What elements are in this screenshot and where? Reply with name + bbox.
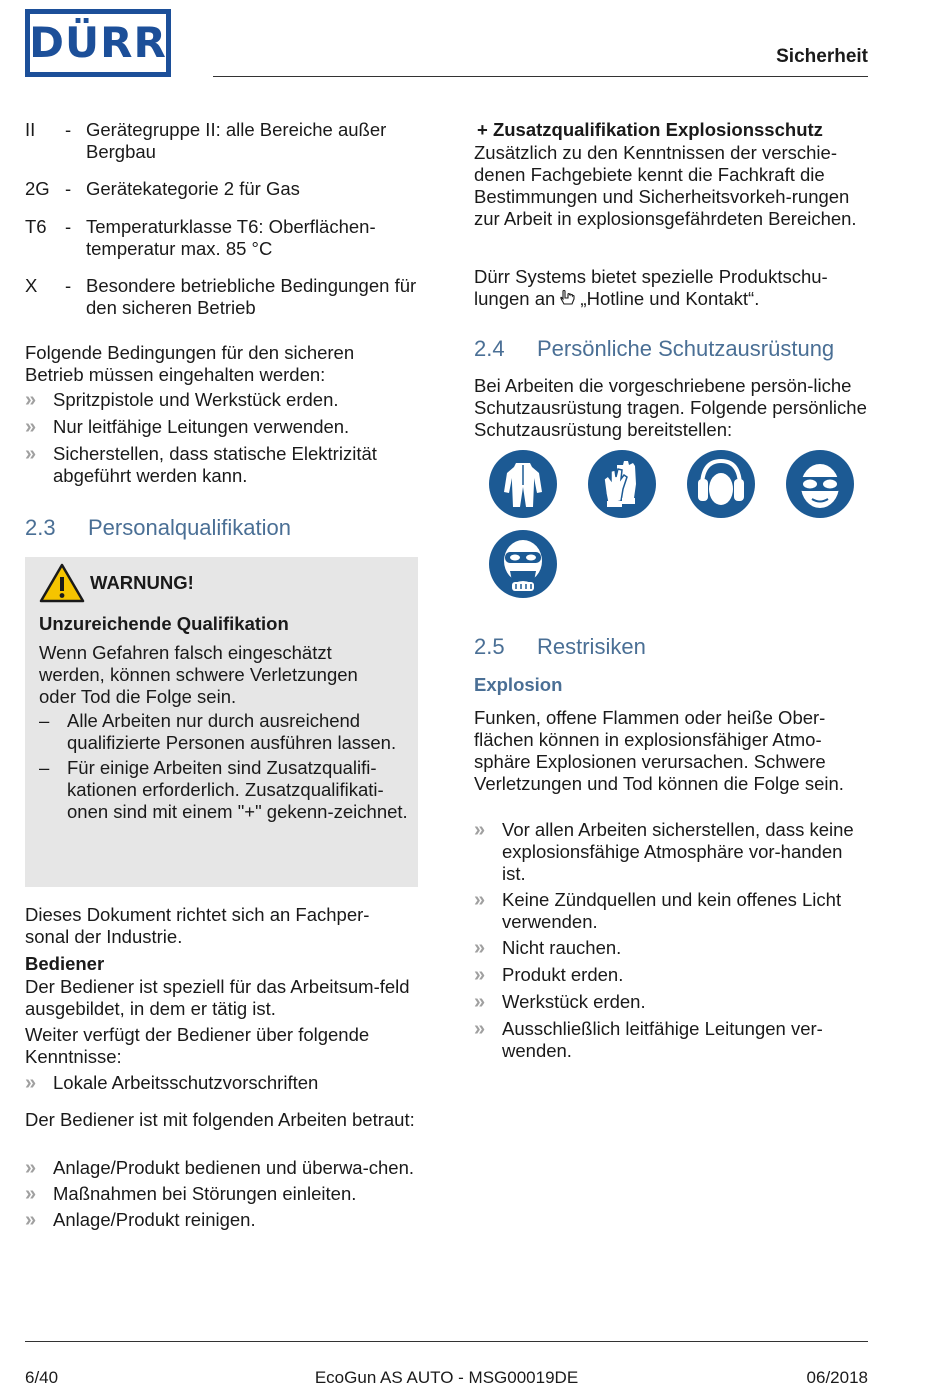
warning-triangle-icon	[39, 563, 85, 608]
bullet-marker: »	[474, 889, 486, 911]
warning-measures	[39, 710, 411, 823]
section-heading-2-4	[474, 336, 834, 362]
extra-qualification-heading: + Zusatzqualifikation Explosionsschutz	[477, 119, 823, 140]
section-heading-2-5	[474, 634, 646, 660]
warning-text: Wenn Gefahren falsch eingeschätzt werden, können schwere Verletzungen oder Tod die Folge sein.	[39, 642, 358, 707]
bullet-marker: »	[25, 1157, 37, 1179]
bullet-marker: »	[25, 443, 37, 465]
explosion-text: Funken, offene Flammen oder heiße Ober-flächen können in explosionsfähiger Atmo-sphäre Explosionen verursachen. Schwere Verletzungen und Tod können die Folge sein.	[474, 707, 844, 794]
section-title: Restrisiken	[537, 634, 646, 659]
bullet-marker: »	[25, 389, 37, 411]
definition-row	[25, 216, 420, 260]
definition-key: X	[25, 275, 38, 296]
list-item-text: Alle Arbeiten nur durch ausreichend qualifizierte Personen ausführen lassen.	[67, 710, 397, 753]
list-item	[25, 1072, 420, 1094]
definition-text: Gerätegruppe II: alle Bereiche außer Bergbau	[86, 119, 387, 162]
bullet-marker: »	[25, 416, 37, 438]
section-heading-2-3	[25, 515, 291, 541]
knowledge-list	[25, 1072, 420, 1094]
protective-clothing-icon	[488, 449, 558, 519]
definition-row	[25, 119, 420, 163]
definition-dash: -	[65, 119, 72, 140]
warning-label: WARNUNG!	[90, 572, 194, 593]
list-item	[25, 1209, 420, 1231]
bullet-marker: »	[474, 991, 486, 1013]
tasks-intro: Der Bediener ist mit folgenden Arbeiten betraut:	[25, 1109, 415, 1130]
definition-row	[25, 178, 420, 200]
list-item-text: Spritzpistole und Werkstück erden.	[53, 389, 339, 410]
document-id: EcoGun AS AUTO - MSG00019DE	[314, 1368, 579, 1387]
list-item	[474, 991, 868, 1013]
bullet-marker: »	[25, 1183, 37, 1205]
section-number: 2.4	[474, 336, 505, 361]
definition-dash: -	[65, 275, 72, 296]
list-item	[25, 1183, 420, 1205]
section-number: 2.5	[474, 634, 505, 659]
operator-heading: Bediener	[25, 953, 105, 974]
list-item-text: Lokale Arbeitsschutzvorschriften	[53, 1072, 319, 1093]
ear-protection-icon	[686, 449, 756, 519]
definition-row	[25, 275, 420, 319]
definition-dash: -	[65, 216, 72, 237]
list-item	[474, 819, 868, 885]
warning-heading: Unzureichende Qualifikation	[39, 613, 289, 634]
document-date: 06/2018	[806, 1368, 868, 1387]
bullet-marker: »	[25, 1072, 37, 1094]
bullet-marker: »	[474, 937, 486, 959]
operator-text: Der Bediener ist speziell für das Arbeitsum-feld ausgebildet, in dem er tätig ist.	[25, 976, 410, 1019]
list-item	[25, 1157, 420, 1179]
logo-text: DÜRR	[29, 18, 167, 67]
cross-reference-hand-icon	[560, 289, 576, 307]
list-item	[39, 757, 411, 823]
safety-goggles-icon	[785, 449, 855, 519]
bullet-marker: »	[25, 1209, 37, 1231]
training-text-body: Dürr Systems bietet spezielle Produktschu-lungen an	[474, 266, 828, 309]
definition-text: Temperaturklasse T6: Oberflächen-temperatur max. 85 °C	[86, 216, 376, 259]
definition-key: T6	[25, 216, 47, 237]
list-item-text: Werkstück erden.	[502, 991, 646, 1012]
conditions-list	[25, 389, 420, 487]
list-item	[474, 964, 868, 986]
definition-key: II	[25, 119, 36, 140]
explosion-heading: Explosion	[474, 674, 563, 695]
definition-key: 2G	[25, 178, 50, 199]
section-title: Personalqualifikation	[88, 515, 292, 540]
tasks-list	[25, 1157, 420, 1231]
dash-marker: –	[39, 710, 50, 731]
definition-text: Gerätekategorie 2 für Gas	[86, 178, 300, 199]
section-number: 2.3	[25, 515, 56, 540]
respirator-icon	[488, 529, 558, 599]
footer-divider	[25, 1341, 868, 1342]
conditions-intro: Folgende Bedingungen für den sicheren Betrieb müssen eingehalten werden:	[25, 342, 355, 385]
extra-qualification-text: Zusätzlich zu den Kenntnissen der verschie-denen Fachgebiete kennt die Fachkraft die Bestimmungen und Sicherheitsvorkeh-rungen zur Arbeit in explosionsgefährdeten Bereichen.	[474, 142, 857, 229]
list-item-text: Sicherstellen, dass statische Elektrizität abgeführt werden kann.	[53, 443, 377, 486]
dash-marker: –	[39, 757, 50, 778]
marking-definitions	[25, 119, 420, 319]
page-section-title: Sicherheit	[776, 46, 868, 67]
bullet-marker: »	[474, 964, 486, 986]
explosion-measures	[474, 819, 868, 1062]
list-item	[474, 1018, 868, 1062]
bullet-marker: »	[474, 1018, 486, 1040]
list-item-text: Für einige Arbeiten sind Zusatzqualifi-kationen erforderlich. Zusatzqualifikati-onen sind mit einem "+" gekenn-zeichnet.	[67, 757, 408, 822]
list-item	[25, 416, 420, 438]
list-item	[474, 889, 868, 933]
hotline-contact-link[interactable]: „Hotline und Kontakt“.	[580, 288, 760, 309]
list-item-text: Ausschließlich leitfähige Leitungen ver-wenden.	[502, 1018, 823, 1061]
definition-dash: -	[65, 178, 72, 199]
list-item-text: Keine Zündquellen und kein offenes Licht verwenden.	[502, 889, 842, 932]
header-divider	[213, 76, 868, 77]
list-item	[474, 937, 868, 959]
warning-box	[25, 557, 418, 887]
list-item	[25, 443, 420, 487]
list-item-text: Vor allen Arbeiten sicherstellen, dass keine explosionsfähige Atmosphäre vor-handen ist.	[502, 819, 854, 884]
ppe-text: Bei Arbeiten die vorgeschriebene persön-liche Schutzausrüstung tragen. Folgende persönliche Schutzausrüstung bereitstellen:	[474, 375, 867, 440]
list-item-text: Anlage/Produkt bedienen und überwa-chen.	[53, 1157, 415, 1178]
training-text	[474, 266, 868, 310]
page-number: 6/40	[25, 1368, 59, 1387]
audience-text: Dieses Dokument richtet sich an Fachper-sonal der Industrie.	[25, 904, 370, 947]
list-item-text: Nur leitfähige Leitungen verwenden.	[53, 416, 350, 437]
knowledge-intro: Weiter verfügt der Bediener über folgende Kenntnisse:	[25, 1024, 370, 1067]
list-item-text: Maßnahmen bei Störungen einleiten.	[53, 1183, 357, 1204]
list-item-text: Anlage/Produkt reinigen.	[53, 1209, 256, 1230]
list-item-text: Nicht rauchen.	[502, 937, 622, 958]
section-title: Persönliche Schutzausrüstung	[537, 336, 835, 361]
definition-text: Besondere betriebliche Bedingungen für den sicheren Betrieb	[86, 275, 417, 318]
list-item-text: Produkt erden.	[502, 964, 624, 985]
list-item	[39, 710, 411, 754]
protective-gloves-icon	[587, 449, 657, 519]
list-item	[25, 389, 420, 411]
duerr-logo	[25, 9, 171, 77]
bullet-marker: »	[474, 819, 486, 841]
